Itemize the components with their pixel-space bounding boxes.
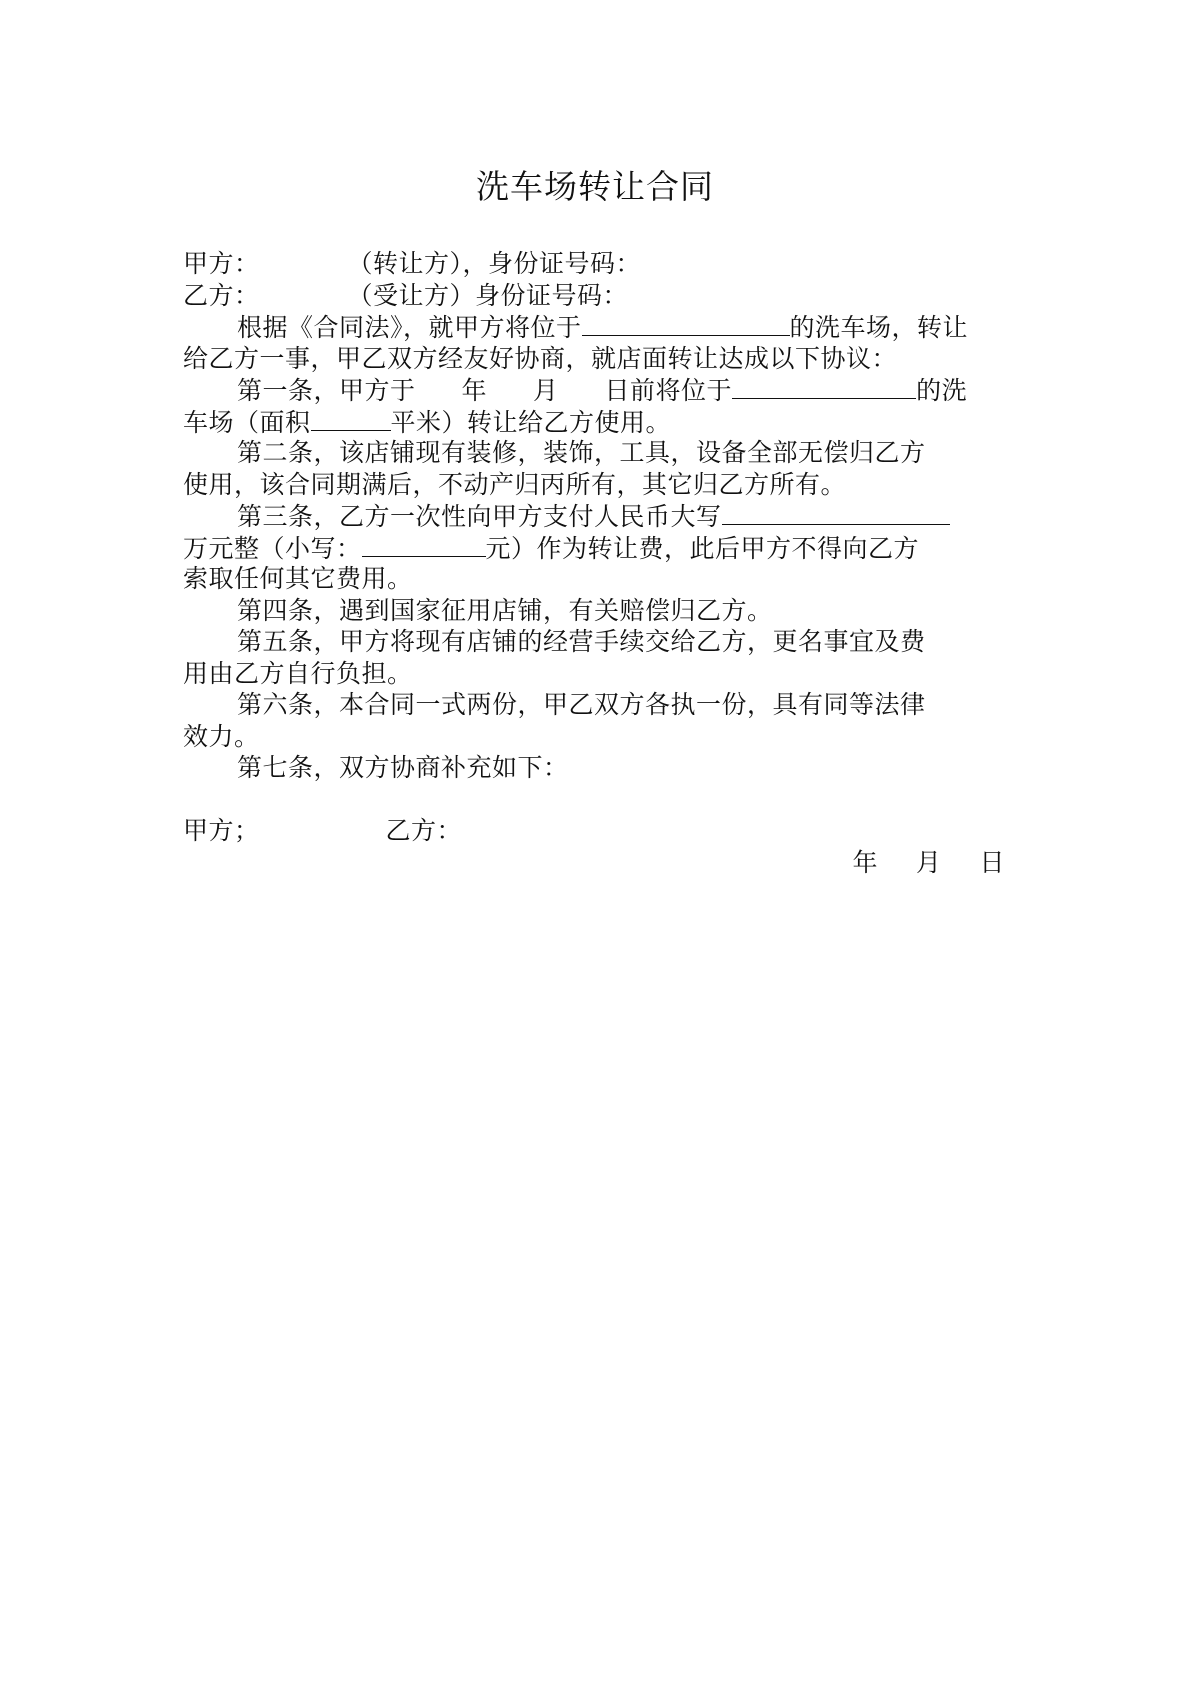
article7-text-1: 第七条，双方协商补充如下： — [237, 753, 569, 782]
spacer — [183, 784, 1007, 816]
article1-text-1: 第一条，甲方于 — [237, 376, 416, 405]
signature-line — [183, 815, 1007, 847]
article1-text-4: 车场（面积 — [183, 407, 311, 437]
article3-text-2: 万元整（小写： — [183, 533, 362, 563]
date-line — [183, 847, 1007, 879]
party-a-line — [183, 248, 1007, 280]
party-b-rest: （受让方）身份证号码： — [347, 280, 629, 310]
party-b-line — [183, 280, 1007, 312]
article1-year: 年 — [461, 376, 488, 405]
article1-line-2 — [183, 406, 1007, 438]
article5-text-2: 用由乙方自行负担。 — [183, 658, 413, 688]
contract-body — [183, 248, 1007, 878]
article7-line-1 — [183, 752, 1007, 784]
amount-words-blank — [722, 500, 950, 525]
article3-text-1: 第三条，乙方一次性向甲方支付人民币大写 — [237, 502, 722, 531]
date-year: 年 — [852, 847, 878, 877]
intro-text-1: 根据《合同法》，就甲方将位于 — [237, 313, 582, 342]
amount-number-blank — [362, 532, 486, 557]
article5-line-2 — [183, 658, 1007, 690]
article2-line-1 — [183, 437, 1007, 469]
intro-text-2: 的洗车场，转让 — [789, 313, 969, 342]
article2-text-1: 第二条，该店铺现有装修，装饰，工具，设备全部无偿归乙方 — [237, 438, 926, 467]
party-a-label: 甲方： — [183, 249, 260, 278]
article3-line-2 — [183, 532, 1007, 564]
article1-text-2: 日前将位于 — [604, 376, 733, 405]
date-month: 月 — [915, 847, 942, 877]
article5-line-1 — [183, 626, 1007, 658]
intro-line-2 — [183, 343, 1007, 375]
signature-party-a: 甲方； — [183, 816, 260, 845]
article3-text-3: 元）作为转让费，此后甲方不得向乙方 — [485, 533, 920, 563]
document-title: 洗车场转让合同 — [476, 167, 714, 206]
article4-line-1 — [183, 595, 1007, 627]
article5-text-1: 第五条，甲方将现有店铺的经营手续交给乙方，更名事宜及费 — [237, 627, 926, 656]
article1-text-5: 平米）转让给乙方使用。 — [390, 407, 672, 437]
article4-text-1: 第四条，遇到国家征用店铺，有关赔偿归乙方。 — [237, 595, 773, 625]
signature-party-b: 乙方： — [385, 816, 463, 845]
article1-line-1 — [183, 374, 1007, 406]
article6-line-2 — [183, 721, 1007, 753]
intro-text-3: 给乙方一事，甲乙双方经友好协商，就店面转让达成以下协议： — [183, 343, 898, 373]
intro-line-1 — [183, 311, 1007, 343]
area-blank — [311, 406, 391, 431]
article3-text-4: 索取任何其它费用。 — [183, 564, 413, 593]
article6-text-2: 效力。 — [183, 721, 260, 751]
article2-line-2 — [183, 469, 1007, 501]
party-b-label: 乙方： — [183, 280, 260, 310]
article1-month: 月 — [533, 376, 559, 405]
article3-line-1 — [183, 500, 1007, 532]
article2-text-2: 使用，该合同期满后，不动产归丙所有，其它归乙方所有。 — [183, 469, 847, 499]
party-a-rest: （转让方），身份证号码： — [347, 249, 642, 278]
location-blank — [582, 311, 790, 336]
article6-text-1: 第六条，本合同一式两份，甲乙双方各执一份，具有同等法律 — [237, 690, 926, 719]
article6-line-1 — [183, 689, 1007, 721]
article3-line-3 — [183, 563, 1007, 595]
article1-location-blank — [732, 374, 916, 399]
article1-text-3: 的洗 — [916, 376, 968, 405]
date-day: 日 — [979, 847, 1005, 877]
